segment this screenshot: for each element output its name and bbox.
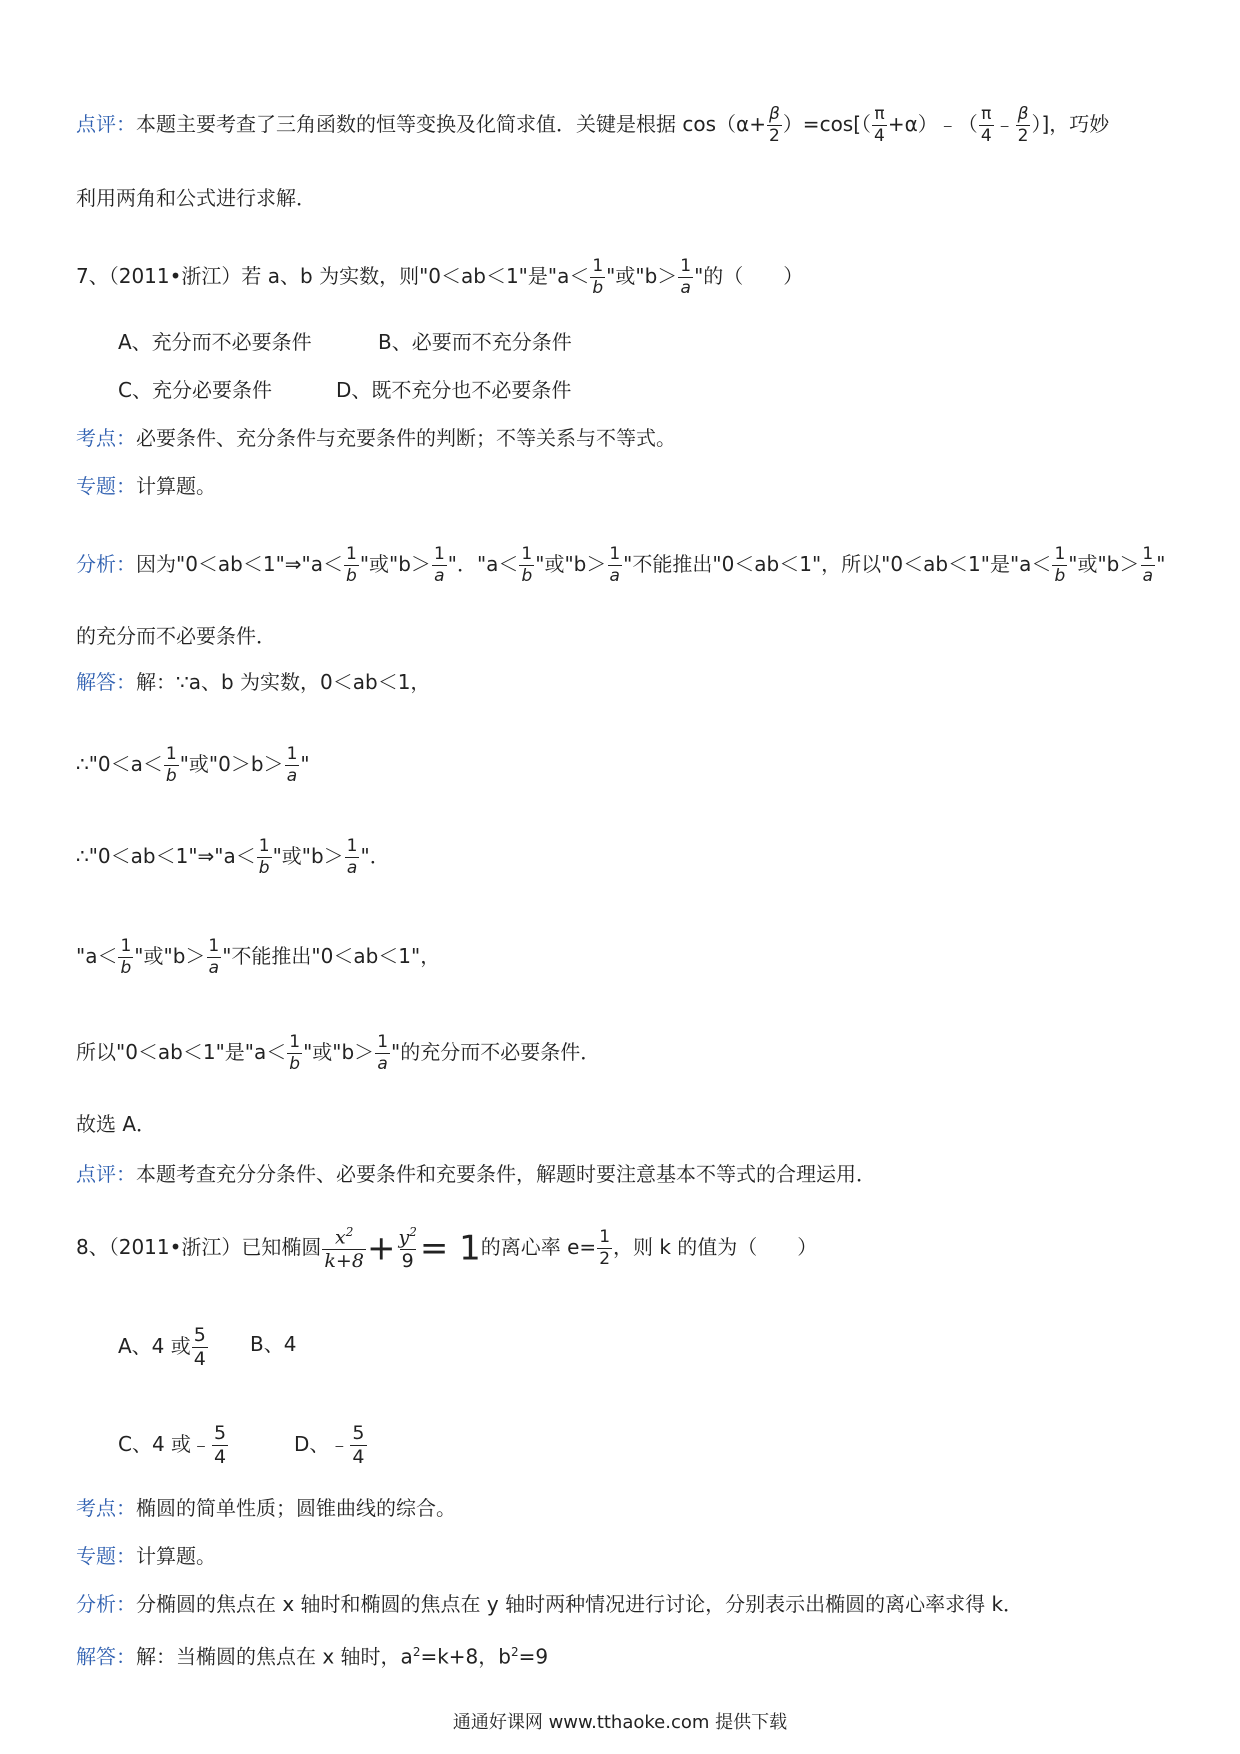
q7-analysis-line2: 的充分而不必要条件． — [76, 624, 276, 648]
fraction: $\frac{1}{a}$ — [286, 744, 298, 786]
fraction: $\frac{1}{a}$ — [377, 1032, 389, 1074]
fraction: $\frac{5}{4}$ — [352, 1422, 365, 1468]
q8-answer: 解答：解：当椭圆的焦点在 x 轴时，$a^2=k+8$，$b^2=9$ — [76, 1644, 549, 1669]
fraction: $\frac{\beta}{2}$ — [768, 104, 780, 146]
q6-comment-line1: 点评：本题主要考查了三角函数的恒等变换及化简求值．关键是根据 cos（α+ $\frac{\beta}{2}$ ）=cos[（ $\frac{\pi}{4}$ +α）﹣（ $\frac{\pi}{4}$ ﹣ $\frac{\beta}{2}$ ）]，巧妙 — [76, 104, 1110, 146]
q8-kaodian: 考点：椭圆的简单性质；圆锥曲线的综合。 — [76, 1496, 456, 1520]
fraction: $\frac{\pi}{4}$ — [874, 104, 885, 146]
fraction: $\frac{1}{a}$ — [680, 256, 692, 298]
q7-answer: 解答：解：∵a、b 为实数，0＜ab＜1， — [76, 670, 431, 694]
q7-kaodian: 考点：必要条件、充分条件与充要条件的判断；不等关系与不等式。 — [76, 426, 676, 450]
q8-option-b: B、4 — [250, 1332, 297, 1356]
fraction: $\frac{1}{2}$ — [599, 1227, 611, 1270]
q8-stem: 8、（2011•浙江）已知椭圆 $\frac{x^2}{k+8}$ + $\frac{y^2}{9}$ = 1的离心率 e= $\frac{1}{2}$ ，则 k 的值为（ ） — [76, 1225, 818, 1273]
fraction: $\frac{5}{4}$ — [214, 1422, 227, 1468]
fraction: $\frac{1}{b}$ — [592, 256, 604, 298]
fraction: $\frac{1}{a}$ — [208, 936, 220, 978]
q8-analysis: 分析：分椭圆的焦点在 x 轴时和椭圆的焦点在 y 轴时两种情况进行讨论，分别表示出椭圆的离心率求得 k． — [76, 1592, 1024, 1616]
q7-option-b: B、必要而不充分条件 — [378, 330, 572, 354]
q7-step4: 所以"0＜ab＜1"是"a＜ $\frac{1}{b}$ "或"b＞ $\frac{1}{a}$ "的充分而不必要条件． — [76, 1032, 601, 1074]
fraction: $\frac{1}{b}$ — [521, 544, 533, 586]
fraction: $\frac{x^2}{k+8}$ — [324, 1225, 364, 1273]
q8-option-a: A、4 或 $\frac{5}{4}$ — [118, 1324, 206, 1370]
fraction: $\frac{1}{b}$ — [1054, 544, 1066, 586]
fraction: $\frac{1}{a}$ — [346, 836, 358, 878]
fraction: $\frac{1}{a}$ — [433, 544, 445, 586]
comment-tag: 点评： — [76, 112, 136, 136]
fraction: $\frac{5}{4}$ — [193, 1324, 206, 1370]
q8-option-d: D、﹣ $\frac{5}{4}$ — [294, 1422, 365, 1468]
fraction: $\frac{1}{b}$ — [165, 744, 177, 786]
q7-comment: 点评：本题考查充分分条件、必要条件和充要条件，解题时要注意基本不等式的合理运用． — [76, 1162, 876, 1186]
fraction: $\frac{1}{a}$ — [609, 544, 621, 586]
fraction: $\frac{1}{b}$ — [258, 836, 270, 878]
q7-choose: 故选 A． — [76, 1112, 157, 1136]
fraction: $\frac{1}{b}$ — [346, 544, 357, 586]
page-footer: 通通好课网 www.tthaoke.com 提供下载 — [452, 1712, 788, 1733]
q7-option-c: C、充分必要条件 — [118, 378, 272, 402]
q8-zhuanti: 专题：计算题。 — [76, 1544, 216, 1568]
q7-option-d: D、既不充分也不必要条件 — [336, 378, 572, 402]
q7-step3: "a＜ $\frac{1}{b}$ "或"b＞ $\frac{1}{a}$ "不能推出"0＜ab＜1"， — [76, 936, 441, 978]
fraction: $\frac{1}{a}$ — [1142, 544, 1154, 586]
q7-stem: 7、（2011•浙江）若 a、b 为实数，则"0＜ab＜1"是"a＜ $\frac{1}{b}$ "或"b＞ $\frac{1}{a}$ "的（ ） — [76, 256, 804, 298]
q7-zhuanti: 专题：计算题。 — [76, 474, 216, 498]
q7-option-a: A、充分而不必要条件 — [118, 330, 312, 354]
fraction: $\frac{1}{b}$ — [289, 1032, 301, 1074]
fraction: $\frac{1}{b}$ — [120, 936, 132, 978]
q6-comment-line2: 利用两角和公式进行求解． — [76, 186, 316, 210]
q7-step2: ∴"0＜ab＜1"⇒"a＜ $\frac{1}{b}$ "或"b＞ $\frac{1}{a}$ "． — [76, 836, 390, 878]
fraction: $\frac{\beta}{2}$ — [1017, 104, 1029, 146]
q7-step1: ∴"0＜a＜ $\frac{1}{b}$ "或"0＞b＞ $\frac{1}{a}$ " — [76, 744, 310, 786]
fraction: $\frac{\pi}{4}$ — [980, 104, 992, 146]
q8-option-c: C、4 或﹣ $\frac{5}{4}$ — [118, 1422, 227, 1468]
q7-analysis-line1: 分析：因为"0＜ab＜1"⇒"a＜ $\frac{1}{b}$ "或"b＞ $\frac{1}{a}$ "．"a＜ $\frac{1}{b}$ "或"b＞ $\frac{1}{a}$ "不能推出"0＜ab＜1"，所以"0＜ab＜1"是"a＜ $\frac{1}{b}$ "或"b＞ $\frac{1}{a}$ " — [76, 544, 1166, 586]
fraction: $\frac{y^2}{9}$ — [398, 1225, 417, 1273]
